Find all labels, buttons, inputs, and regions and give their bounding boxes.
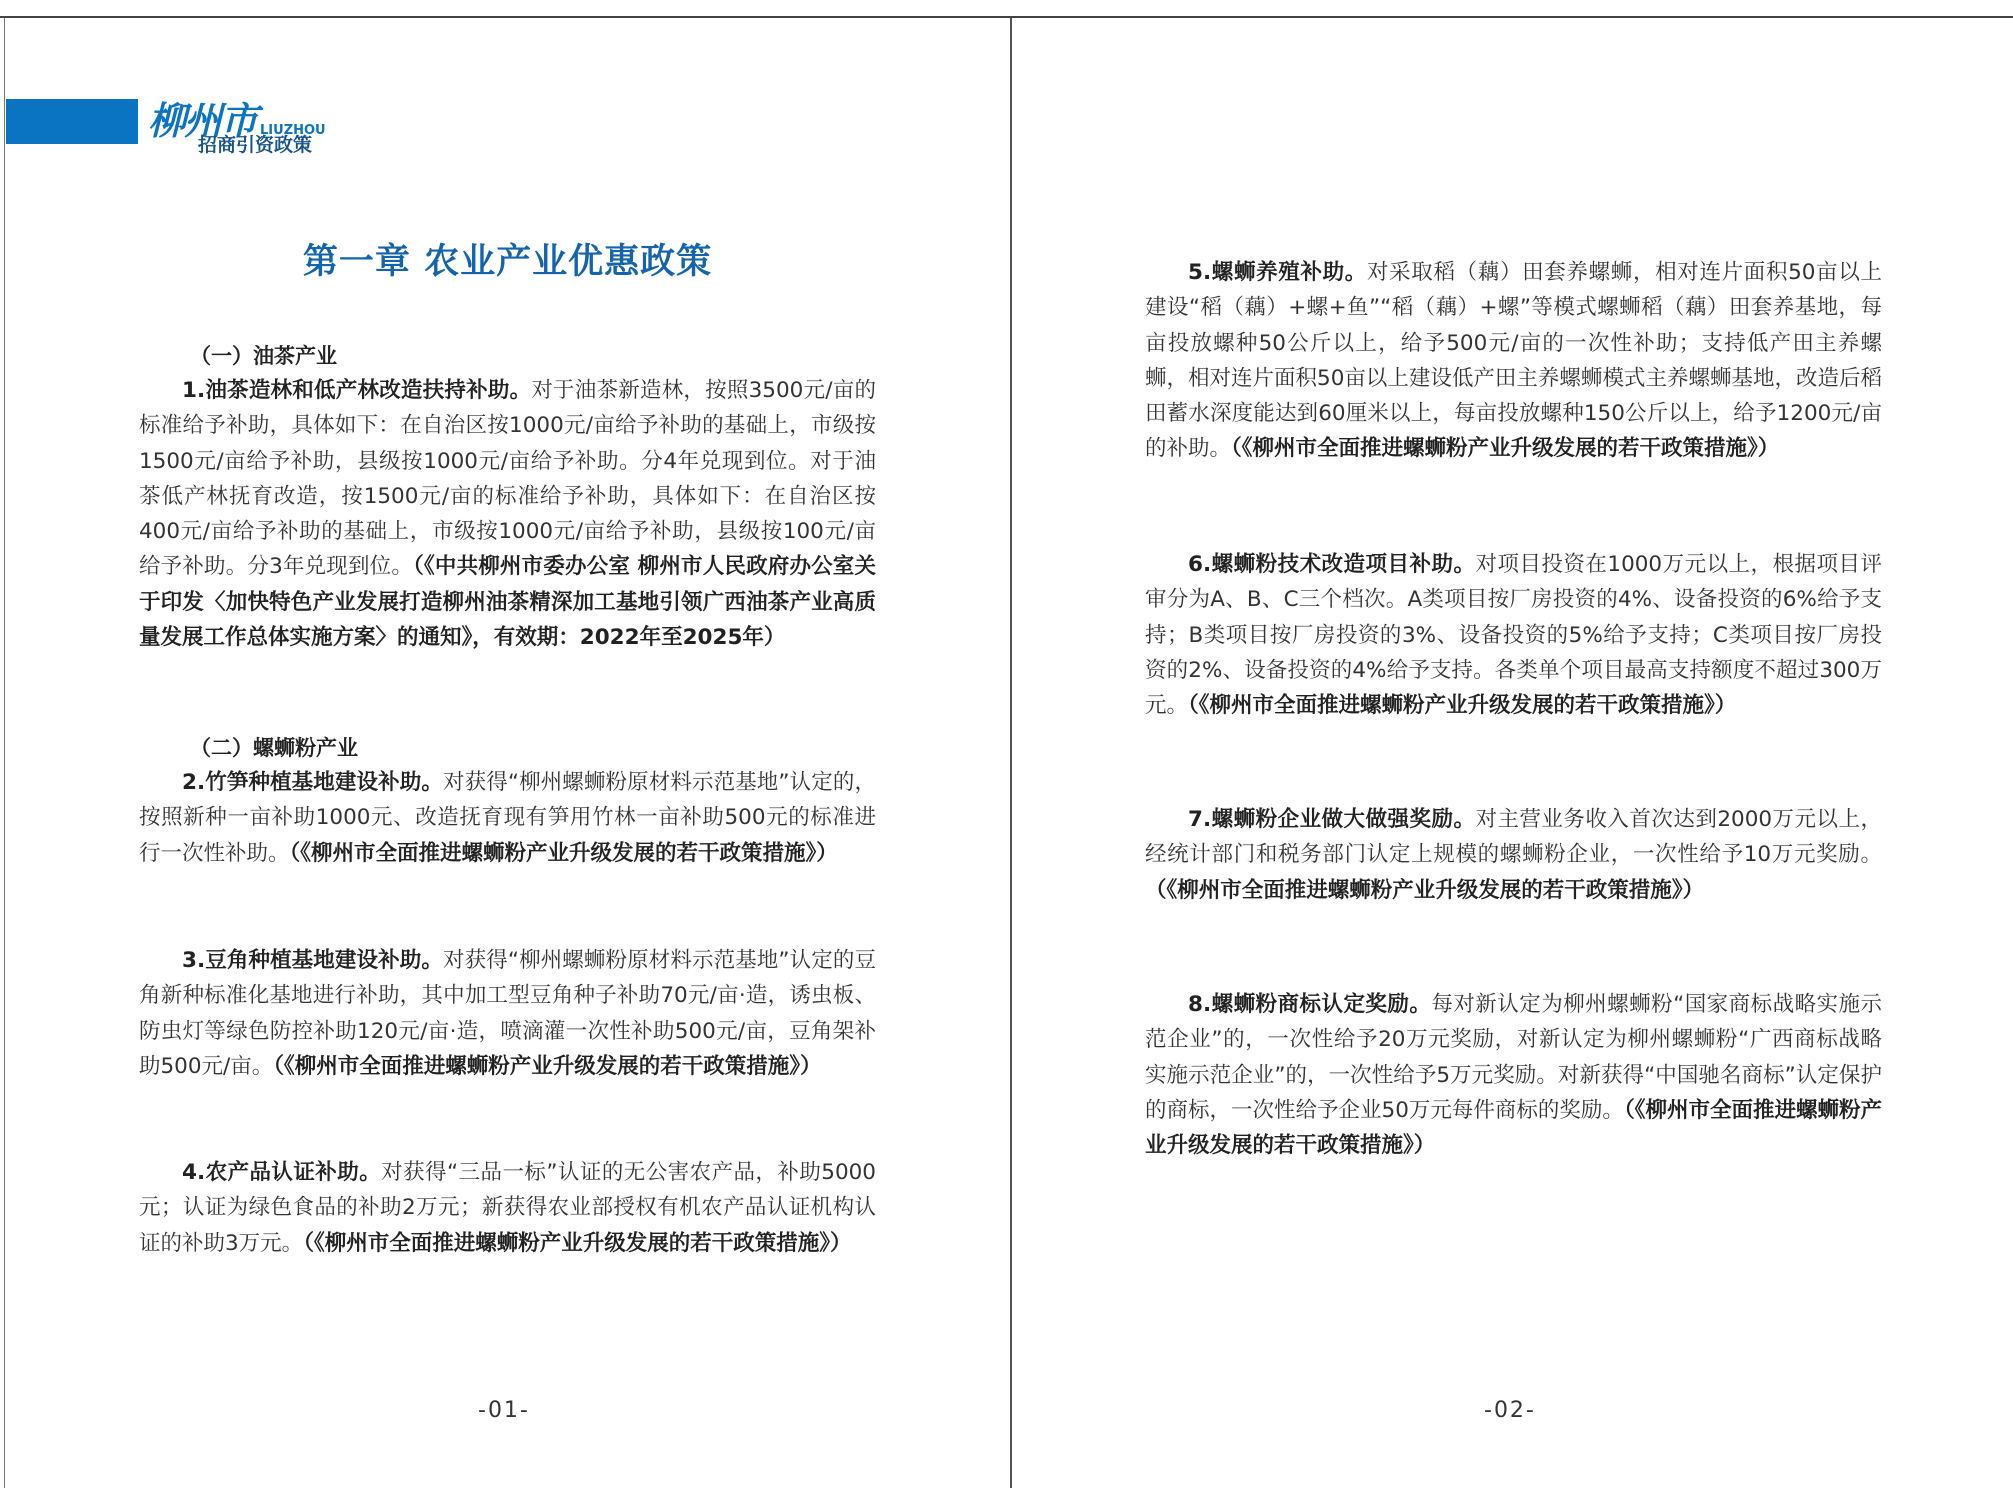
paragraph-heading: 4.农产品认证补助。: [182, 1160, 382, 1185]
chapter-title: 第一章 农业产业优惠政策: [302, 242, 713, 282]
paragraph-citation: （《柳州市全面推进螺蛳粉产业升级发展的若干政策措施》）: [1145, 877, 1705, 903]
paragraph-body: 对获得“三品一标”认证的无公害农产品，补助5000元；认证为绿色食品的补助2万元；新获得农业部授权有机农产品认证机构认证的补助3万元。: [139, 1160, 876, 1256]
paragraph-7: [1145, 802, 1882, 908]
paragraph-body: 对于油茶新造林，按照3500元/亩的标准给予补助，具体如下：在自治区按1000元/亩给予补助的基础上，市级按1500元/亩给予补助，县级按1000元/亩给予补助。分4年兑现到位。对于油茶低产林抚育改造，按1500元/亩的标准给予补助，具体如下：在自治区按400元/亩给予补助的基础上，市级按1000元/亩给予补助，县级按100元/亩给予补助。分3年兑现到位。: [139, 378, 876, 580]
paragraph-3: [139, 943, 876, 1084]
paragraph-citation: （《柳州市全面推进螺蛳粉产业升级发展的若干政策措施》）: [1145, 1097, 1882, 1159]
paragraph-body: 对主营业务收入首次达到2000万元以上，经统计部门和税务部门认定上规模的螺蛳粉企业，一次性给予10万元奖励。: [1145, 807, 1882, 868]
paragraph-heading: 5.螺蛳养殖补助。: [1188, 260, 1367, 285]
paragraph-heading: 2.竹笋种植基地建设补助。: [182, 770, 443, 795]
paragraph-heading: 7.螺蛳粉企业做大做强奖励。: [1188, 807, 1476, 832]
left-border: [4, 18, 5, 1488]
paragraph-citation: （《柳州市全面推进螺蛳粉产业升级发展的若干政策措施》）: [303, 1230, 852, 1256]
paragraph-citation: （《柳州市全面推进螺蛳粉产业升级发展的若干政策措施》）: [1231, 436, 1780, 462]
paragraph-heading: 3.豆角种植基地建设补助。: [182, 948, 443, 973]
page-number-right: -02-: [1484, 1398, 1536, 1423]
logo-en: LIUZHOU: [260, 123, 326, 138]
page-spine-divider: [1010, 18, 1012, 1488]
top-border: [0, 16, 2013, 18]
paragraph-5: [1145, 255, 1882, 467]
section-heading-oil-tea: （一）油茶产业: [190, 344, 337, 368]
paragraph-citation: （《柳州市全面推进螺蛳粉产业升级发展的若干政策措施》）: [273, 1053, 822, 1079]
paragraph-heading: 6.螺蛳粉技术改造项目补助。: [1188, 552, 1476, 577]
paragraph-citation: （《柳州市全面推进螺蛳粉产业升级发展的若干政策措施》）: [289, 840, 838, 866]
liuzhou-logo: [148, 90, 326, 156]
paragraph-citation: （《中共柳州市委办公室 柳州市人民政府办公室关于印发〈加快特色产业发展打造柳州油茶精深加工基地引领广西油茶产业高质量发展工作总体实施方案〉的通知》，有效期：2022年至2025年）: [139, 554, 876, 651]
paragraph-body: 对获得“柳州螺蛳粉原材料示范基地”认定的，按照新种一亩补助1000元、改造抚育现有笋用竹林一亩补助500元的标准进行一次性补助。: [139, 770, 876, 866]
paragraph-heading: 1.油茶造林和低产林改造扶持补助。: [182, 378, 532, 403]
paragraph-4: [139, 1155, 876, 1261]
paragraph-1: [139, 373, 876, 655]
paragraph-body: 对采取稻（藕）田套养螺蛳，相对连片面积50亩以上建设“稻（藕）+螺+鱼”“稻（藕）+螺”等模式螺蛳稻（藕）田套养基地，每亩投放螺种50公斤以上，给予500元/亩的一次性补助；支持低产田主养螺蛳，相对连片面积50亩以上建设低产田主养螺蛳模式主养螺蛳基地，改造后稻田蓄水深度能达到60厘米以上，每亩投放螺种150公斤以上，给予1200元/亩的补助。: [1145, 260, 1882, 462]
page-number-left: -01-: [478, 1398, 530, 1423]
logo-city: 柳州市: [148, 98, 257, 143]
section-heading-luosifen: （二）螺蛳粉产业: [190, 736, 358, 760]
paragraph-body: 每对新认定为柳州螺蛳粉“国家商标战略实施示范企业”的，一次性给予20万元奖励，对新认定为柳州螺蛳粉“广西商标战略实施示范企业”的，一次性给予5万元奖励。对新获得“中国驰名商标”认定保护的商标，一次性给予企业50万元每件商标的奖励。: [1145, 992, 1882, 1123]
paragraph-citation: （《柳州市全面推进螺蛳粉产业升级发展的若干政策措施》）: [1188, 693, 1737, 719]
paragraph-body: 对获得“柳州螺蛳粉原材料示范基地”认定的豆角新种标准化基地进行补助，其中加工型豆角种子补助70元/亩·造，诱虫板、防虫灯等绿色防控补助120元/亩·造，喷滴灌一次性补助500元/亩，豆角架补助500元/亩。: [139, 948, 876, 1079]
paragraph-8: [1145, 987, 1882, 1163]
paragraph-2: [139, 765, 876, 871]
header-blue-bar: [6, 99, 138, 144]
paragraph-6: [1145, 547, 1882, 723]
paragraph-heading: 8.螺蛳粉商标认定奖励。: [1188, 992, 1432, 1017]
paragraph-body: 对项目投资在1000万元以上，根据项目评审分为A、B、C三个档次。A类项目按厂房投资的4%、设备投资的6%给予支持；B类项目按厂房投资的3%、设备投资的5%给予支持；C类项目按厂房投资的2%、设备投资的4%给予支持。各类单个项目最高支持额度不超过300万元。: [1145, 552, 1882, 719]
logo-subtitle: 招商引资政策: [198, 134, 313, 156]
